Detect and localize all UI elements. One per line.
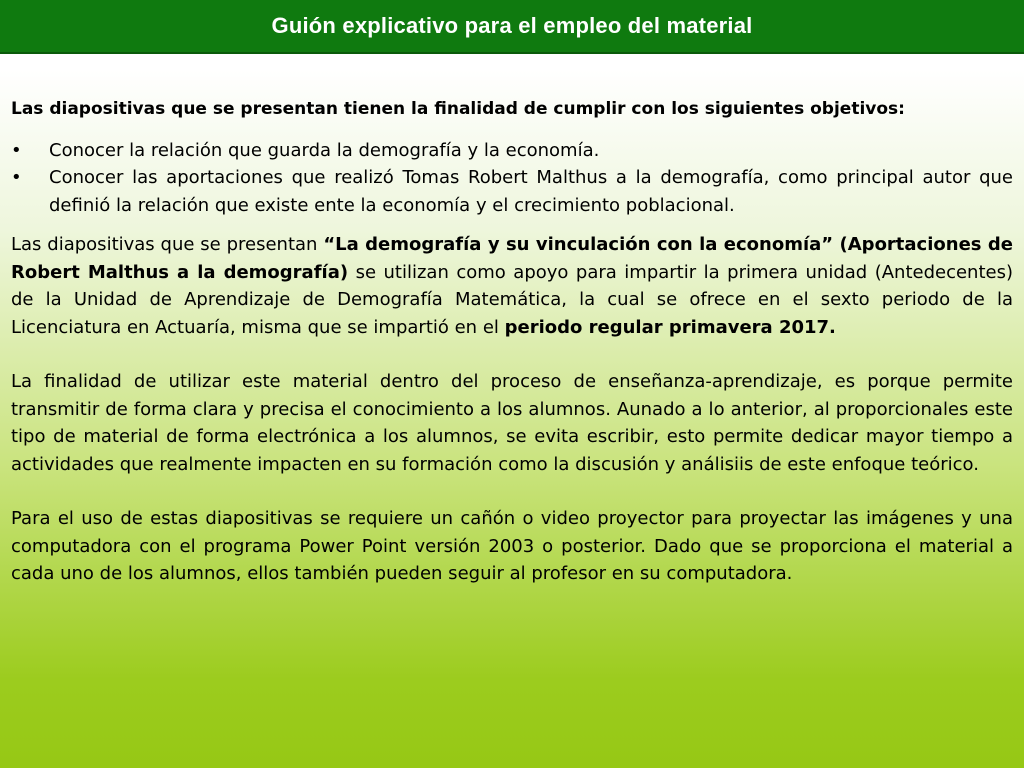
list-item: [11, 164, 1013, 219]
objective-text: Conocer las aportaciones que realizó Tomas Robert Malthus a la demografía, como principal autor que definió la relación que existe ente la economía y el crecimiento poblacional.: [49, 167, 1013, 216]
paragraph-text: se utilizan como apoyo para impartir la primera unidad (Antedecentes) de la Unidad de Aprendizaje de Demografía Matemática, la cual se ofrece en el sexto periodo de la Licenciatura en Actuaría, misma que se impartió en el: [11, 261, 1013, 338]
objective-text: Conocer la relación que guarda la demografía y la economía.: [49, 139, 600, 161]
paragraph-text: Las diapositivas que se presentan: [11, 234, 324, 255]
paragraph-purpose: La finalidad de utilizar este material dentro del proceso de enseñanza-aprendizaje, es porque permite transmitir de forma clara y precisa el conocimiento a los alumnos. Aunado a lo anterior, al proporcionales este tipo de material de forma electrónica a los alumnos, se evita escribir, esto permite dedicar mayor tiempo a actividades que realmente impacten en su formación como la discusión y análisiis de este enfoque teórico.: [11, 371, 1013, 475]
list-item: [11, 137, 1013, 165]
paragraph-description: [11, 231, 1013, 341]
bold-period-text: periodo regular primavera 2017.: [504, 316, 836, 338]
paragraph-requirements: Para el uso de estas diapositivas se requiere un cañón o video proyector para proyectar las imágenes y una computadora con el programa Power Point versión 2003 o posterior. Dado que se proporciona el material a cada uno de los alumnos, ellos también pueden seguir al profesor en su computadora.: [11, 508, 1013, 584]
bullet-icon: •: [11, 139, 22, 161]
intro-text: Las diapositivas que se presentan tienen la finalidad de cumplir con los siguientes objetivos:: [11, 99, 905, 119]
bold-title-text: “La demografía y su vinculación con la economía” (Aportaciones de Robert Malthus a la demografía): [11, 234, 1013, 283]
title-bar: [0, 0, 1024, 54]
objectives-list: [11, 137, 1013, 220]
bullet-icon: •: [11, 167, 22, 188]
slide-title: Guión explicativo para el empleo del material: [271, 13, 753, 38]
slide-content: [11, 96, 1013, 588]
